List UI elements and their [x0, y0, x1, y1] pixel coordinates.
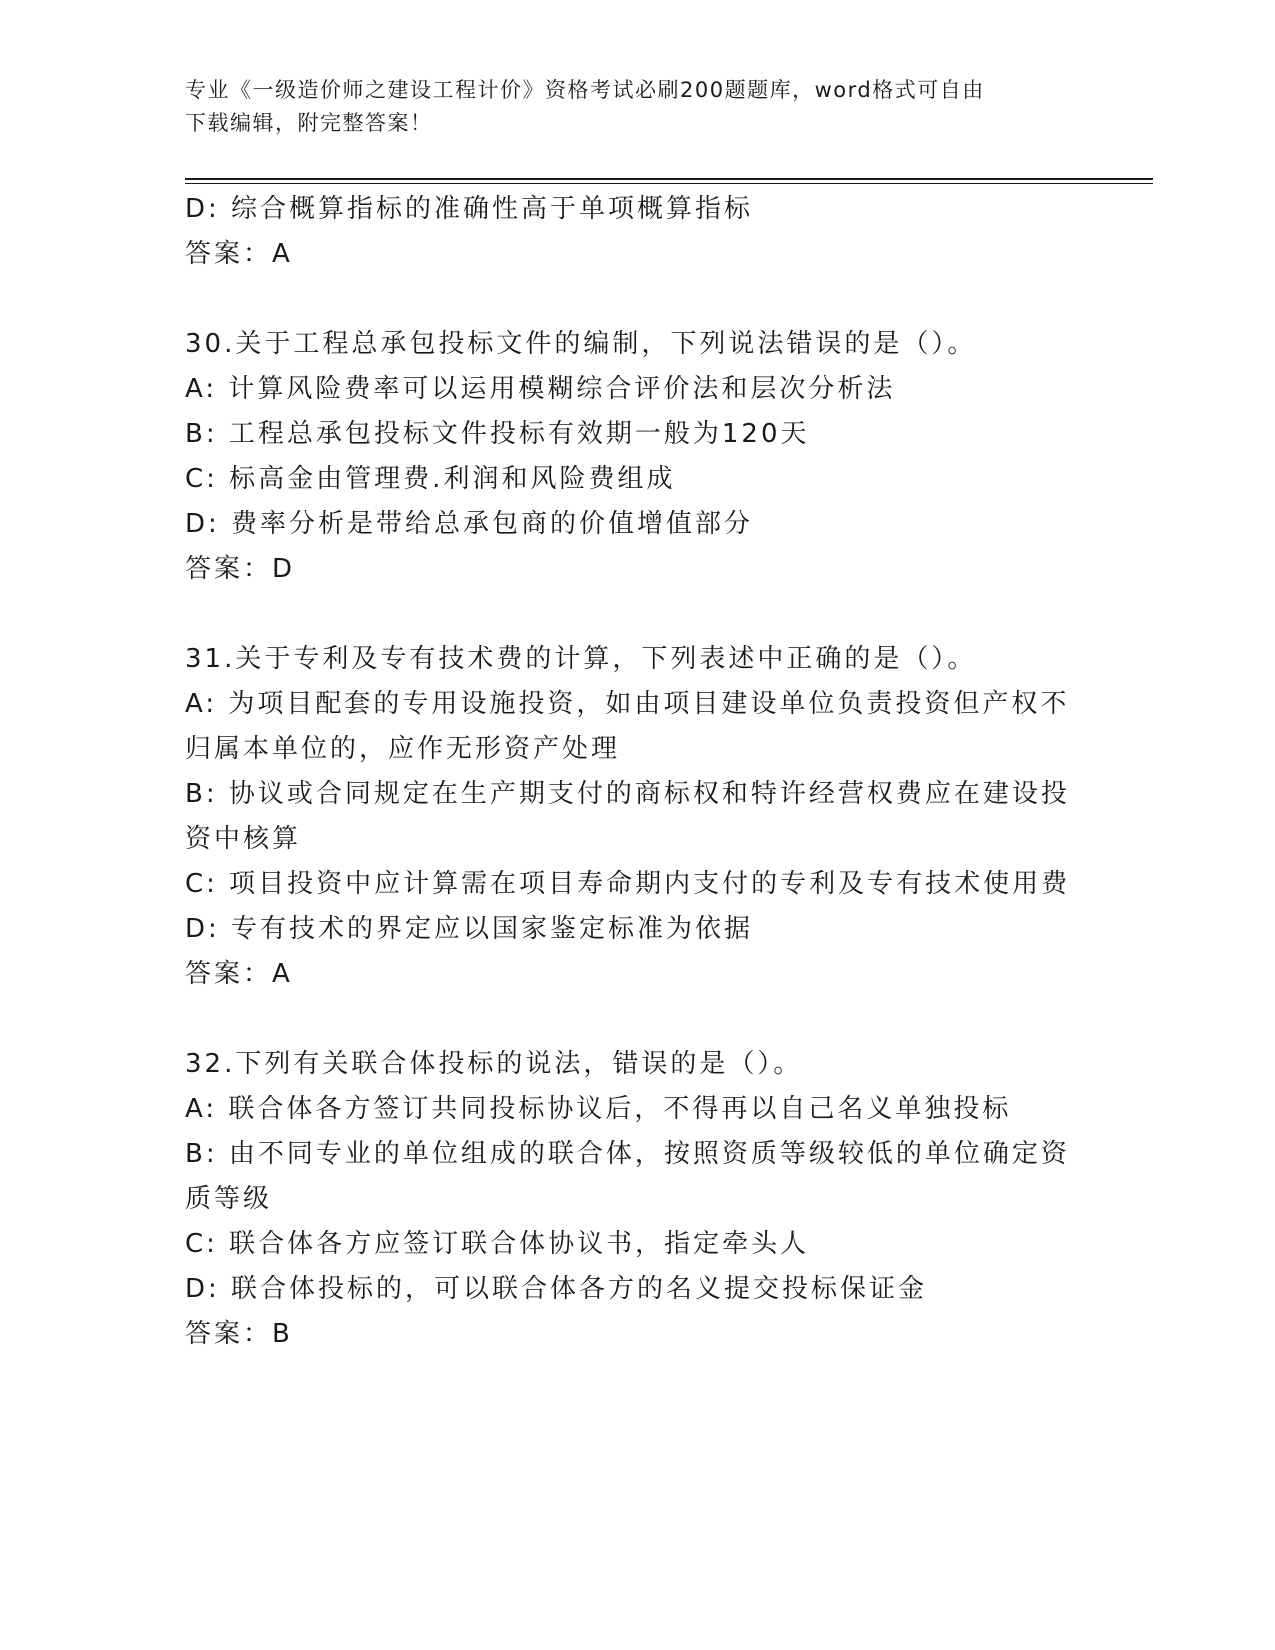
option-c: C: 项目投资中应计算需在项目寿命期内支付的专利及专有技术使用费	[185, 869, 1071, 899]
option-b: B: 协议或合同规定在生产期支付的商标权和特许经营权费应在建设投	[185, 779, 1070, 809]
option-b-continued: 资中核算	[185, 824, 302, 854]
previous-question-tail	[185, 187, 1085, 277]
spacer	[185, 277, 1085, 322]
option-d: D: 费率分析是带给总承包商的价值增值部分	[185, 509, 754, 539]
question-32	[185, 1042, 1085, 1357]
option-c: C: 标高金由管理费.利润和风险费组成	[185, 464, 676, 494]
option-d: D: 联合体投标的，可以联合体各方的名义提交投标保证金	[185, 1274, 928, 1304]
document-body	[185, 187, 1085, 1357]
question-stem: 32.下列有关联合体投标的说法，错误的是（）。	[185, 1049, 803, 1079]
spacer	[185, 997, 1085, 1042]
question-stem: 31.关于专利及专有技术费的计算，下列表述中正确的是（）。	[185, 644, 977, 674]
answer-line: 答案：A	[185, 239, 293, 269]
spacer	[185, 592, 1085, 637]
header-divider-thick	[185, 178, 1153, 180]
option-d: D: 专有技术的界定应以国家鉴定标准为依据	[185, 914, 754, 944]
header-line-1: 专业《一级造价师之建设工程计价》资格考试必刷200题题库，word格式可自由	[185, 78, 985, 102]
option-b: B: 由不同专业的单位组成的联合体，按照资质等级较低的单位确定资	[185, 1139, 1070, 1169]
document-header	[185, 74, 1065, 140]
question-31	[185, 637, 1085, 997]
option-c: C: 联合体各方应签订联合体协议书，指定牵头人	[185, 1229, 810, 1259]
option-a-continued: 归属本单位的，应作无形资产处理	[185, 734, 621, 764]
header-line-2: 下载编辑，附完整答案！	[185, 111, 433, 135]
option-b-continued: 质等级	[185, 1184, 273, 1214]
option-a: A: 联合体各方签订共同投标协议后，不得再以自己名义单独投标	[185, 1094, 1012, 1124]
option-d: D: 综合概算指标的准确性高于单项概算指标	[185, 194, 754, 224]
answer-line: 答案：B	[185, 1319, 293, 1349]
option-b: B: 工程总承包投标文件投标有效期一般为120天	[185, 419, 810, 449]
option-a: A: 计算风险费率可以运用模糊综合评价法和层次分析法	[185, 374, 896, 404]
question-30	[185, 322, 1085, 592]
answer-line: 答案：D	[185, 554, 296, 584]
question-stem: 30.关于工程总承包投标文件的编制，下列说法错误的是（）。	[185, 329, 977, 359]
header-divider-thin	[185, 183, 1153, 184]
option-a: A: 为项目配套的专用设施投资，如由项目建设单位负责投资但产权不	[185, 689, 1070, 719]
answer-line: 答案：A	[185, 959, 293, 989]
